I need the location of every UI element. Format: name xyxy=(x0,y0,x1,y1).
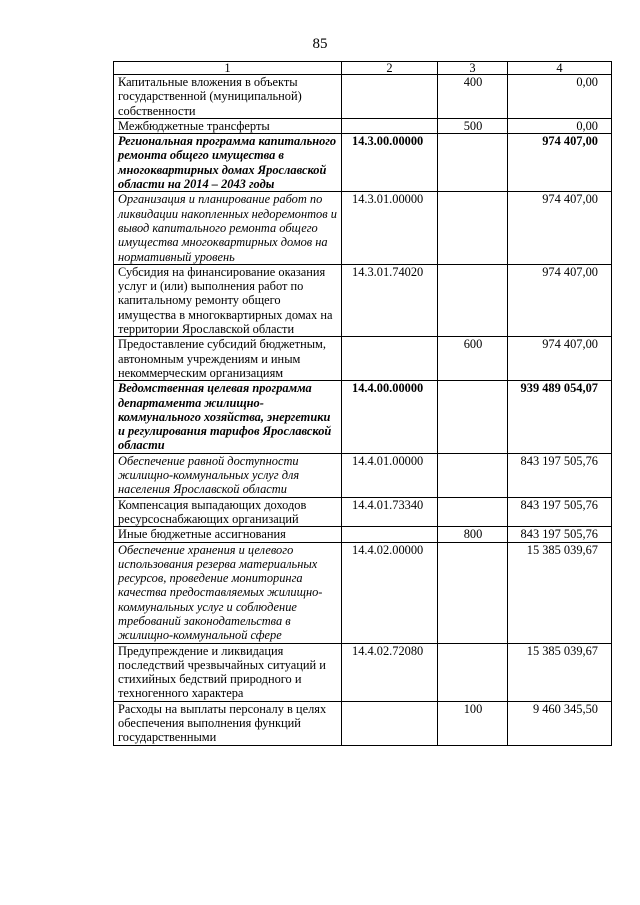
table-row xyxy=(114,381,612,453)
cell-name: Организация и планирование работ по ликвидации накопленных недоремонтов и вывод капитального ремонта общего имущества многоквартирных домов на нормативный уровень xyxy=(114,192,342,264)
cell-name: Обеспечение равной доступности жилищно-коммунальных услуг для населения Ярославской области xyxy=(114,453,342,497)
cell-amount: 843 197 505,76 xyxy=(508,527,612,542)
table-row xyxy=(114,453,612,497)
cell-amount: 974 407,00 xyxy=(508,264,612,336)
cell-expense-type xyxy=(438,542,508,643)
cell-amount: 15 385 039,67 xyxy=(508,542,612,643)
cell-amount: 843 197 505,76 xyxy=(508,453,612,497)
cell-expense-type xyxy=(438,192,508,264)
cell-code: 14.3.01.74020 xyxy=(342,264,438,336)
cell-name: Субсидия на финансирование оказания услуг и (или) выполнения работ по капитальному ремонту общего имущества в многоквартирных домах на территории Ярославской области xyxy=(114,264,342,336)
cell-code: 14.4.02.00000 xyxy=(342,542,438,643)
cell-amount: 843 197 505,76 xyxy=(508,497,612,527)
header-cell-amount: 4 xyxy=(508,62,612,75)
cell-code xyxy=(342,701,438,745)
cell-amount: 939 489 054,07 xyxy=(508,381,612,453)
cell-code: 14.4.01.00000 xyxy=(342,453,438,497)
cell-name: Расходы на выплаты персоналу в целях обеспечения выполнения функций государственными xyxy=(114,701,342,745)
cell-name: Капитальные вложения в объекты государственной (муниципальной) собственности xyxy=(114,75,342,119)
cell-expense-type xyxy=(438,643,508,701)
cell-name: Предупреждение и ликвидация последствий чрезвычайных ситуаций и стихийных бедствий природного и техногенного характера xyxy=(114,643,342,701)
cell-amount: 15 385 039,67 xyxy=(508,643,612,701)
cell-expense-type: 600 xyxy=(438,337,508,381)
page-number: 85 xyxy=(312,36,328,52)
cell-amount: 974 407,00 xyxy=(508,337,612,381)
cell-name: Межбюджетные трансферты xyxy=(114,118,342,133)
header-cell-type: 3 xyxy=(438,62,508,75)
cell-expense-type xyxy=(438,453,508,497)
cell-amount: 9 460 345,50 xyxy=(508,701,612,745)
cell-expense-type: 500 xyxy=(438,118,508,133)
cell-expense-type: 400 xyxy=(438,75,508,119)
cell-code: 14.4.02.72080 xyxy=(342,643,438,701)
cell-name: Предоставление субсидий бюджетным, автономным учреждениям и иным некоммерческим организациям xyxy=(114,337,342,381)
table-row xyxy=(114,542,612,643)
cell-name: Иные бюджетные ассигнования xyxy=(114,527,342,542)
cell-amount: 974 407,00 xyxy=(508,192,612,264)
cell-expense-type xyxy=(438,264,508,336)
cell-name: Ведомственная целевая программа департамента жилищно-коммунального хозяйства, энергетики и регулирования тарифов Ярославской области xyxy=(114,381,342,453)
cell-amount: 974 407,00 xyxy=(508,134,612,192)
table-row xyxy=(114,118,612,133)
table-row xyxy=(114,337,612,381)
table-row xyxy=(114,497,612,527)
table-row xyxy=(114,643,612,701)
cell-code: 14.3.01.00000 xyxy=(342,192,438,264)
table-row xyxy=(114,75,612,119)
cell-code xyxy=(342,337,438,381)
header-cell-name: 1 xyxy=(114,62,342,75)
header-row xyxy=(114,62,612,75)
table-row xyxy=(114,264,612,336)
cell-expense-type: 800 xyxy=(438,527,508,542)
cell-code xyxy=(342,75,438,119)
cell-code xyxy=(342,118,438,133)
budget-table xyxy=(113,61,612,746)
table-row xyxy=(114,527,612,542)
cell-code: 14.4.00.00000 xyxy=(342,381,438,453)
cell-expense-type: 100 xyxy=(438,701,508,745)
cell-amount: 0,00 xyxy=(508,75,612,119)
cell-code: 14.3.00.00000 xyxy=(342,134,438,192)
table-row xyxy=(114,192,612,264)
cell-expense-type xyxy=(438,381,508,453)
cell-code: 14.4.01.73340 xyxy=(342,497,438,527)
header-cell-code: 2 xyxy=(342,62,438,75)
cell-name: Региональная программа капитального ремонта общего имущества в многоквартирных домах Ярославской области на 2014 – 2043 годы xyxy=(114,134,342,192)
table-row xyxy=(114,134,612,192)
cell-expense-type xyxy=(438,497,508,527)
table-body xyxy=(114,62,612,746)
cell-amount: 0,00 xyxy=(508,118,612,133)
cell-name: Компенсация выпадающих доходов ресурсоснабжающих организаций xyxy=(114,497,342,527)
cell-code xyxy=(342,527,438,542)
cell-expense-type xyxy=(438,134,508,192)
cell-name: Обеспечение хранения и целевого использования резерва материальных ресурсов, проведение мониторинга качества предоставляемых жилищно-коммунальных услуг и соблюдение требований законодательства в жилищно-коммунальной сфере xyxy=(114,542,342,643)
table-row xyxy=(114,701,612,745)
